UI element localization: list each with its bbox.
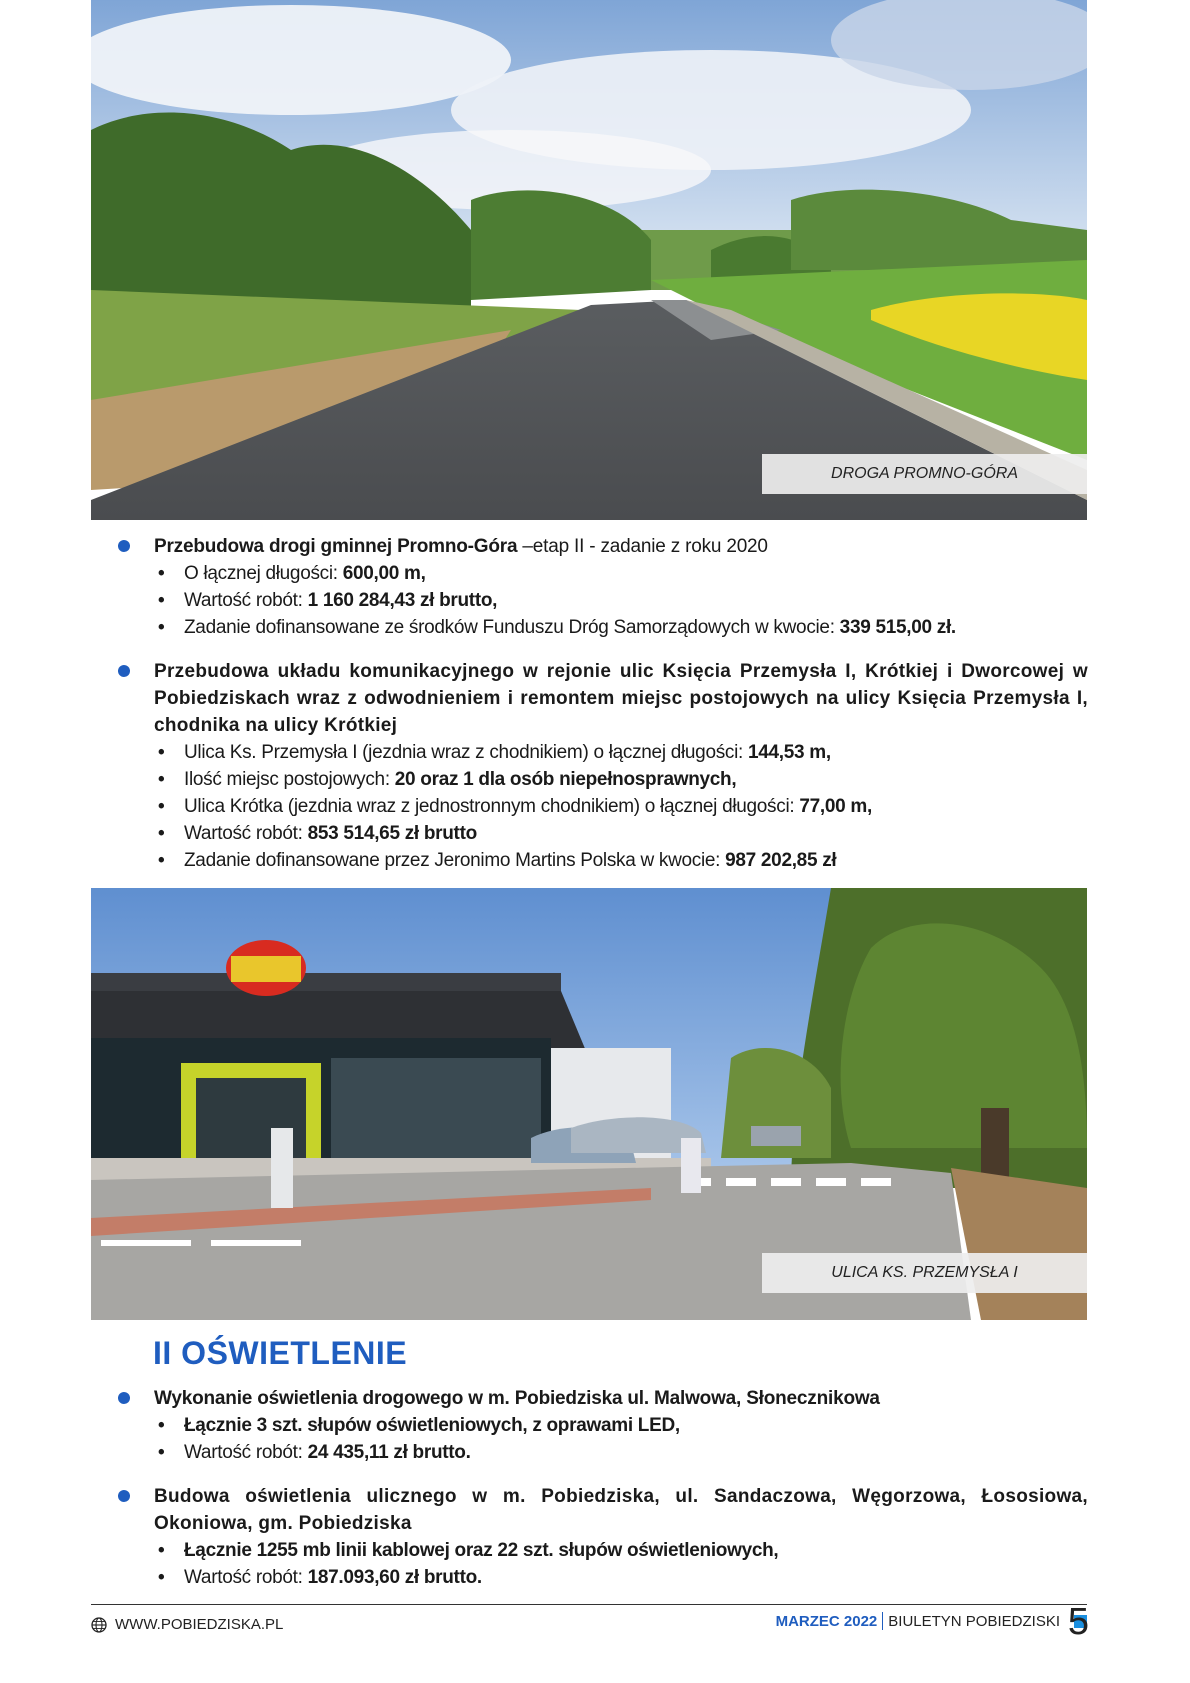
page-number: 5 bbox=[1067, 1601, 1089, 1643]
item-heading: Budowa oświetlenia ulicznego w m. Pobiedziska, ul. Sandaczowa, Węgorzowa, Łososiowa, Okoniowa, gm. Pobiedziska bbox=[154, 1486, 1088, 1534]
detail-item: • O łącznej długości: 600,00 m, bbox=[156, 560, 1088, 587]
issue-month: MARZEC 2022 bbox=[775, 1612, 878, 1630]
item-heading: Przebudowa drogi gminnej Promno-Góra –etap II - zadanie z roku 2020 bbox=[154, 536, 768, 557]
road-landscape-illustration bbox=[91, 0, 1087, 520]
list-item bbox=[118, 533, 1088, 641]
detail-item: • Wartość robót: 24 435,11 zł brutto. bbox=[156, 1439, 1088, 1466]
detail-item: • Zadanie dofinansowane ze środków Funduszu Dróg Samorządowych w kwocie: 339 515,00 zł. bbox=[156, 614, 1088, 641]
publication-name: BIULETYN POBIEDZISKI bbox=[888, 1612, 1060, 1630]
detail-item: • Wartość robót: 187.093,60 zł brutto. bbox=[156, 1564, 1088, 1591]
bullet-dot-icon bbox=[118, 540, 130, 552]
photo-caption: DROGA PROMNO-GÓRA bbox=[762, 454, 1087, 494]
photo-droga-promno-gora bbox=[91, 0, 1087, 520]
website-link[interactable]: WWW.POBIEDZISKA.PL bbox=[115, 1616, 284, 1633]
detail-item: • Wartość robót: 853 514,65 zł brutto bbox=[156, 820, 1088, 847]
bullet-dot-icon bbox=[118, 1490, 130, 1502]
footer-divider bbox=[91, 1604, 1087, 1605]
detail-item: • Wartość robót: 1 160 284,43 zł brutto, bbox=[156, 587, 1088, 614]
photo-ulica-ks-przemysla bbox=[91, 888, 1087, 1320]
item-heading: Wykonanie oświetlenia drogowego w m. Pobiedziska ul. Malwowa, Słonecznikowa bbox=[154, 1388, 880, 1409]
bullet-dot-icon bbox=[118, 1392, 130, 1404]
list-item bbox=[118, 658, 1088, 874]
section-title: II OŚWIETLENIE bbox=[153, 1335, 408, 1371]
detail-item: • Ulica Krótka (jezdnia wraz z jednostronnym chodnikiem) o łącznej długości: 77,00 m, bbox=[156, 793, 1088, 820]
separator bbox=[882, 1612, 883, 1630]
detail-item: • Zadanie dofinansowane przez Jeronimo Martins Polska w kwocie: 987 202,85 zł bbox=[156, 847, 1088, 874]
footer-publication bbox=[776, 1612, 1087, 1630]
footer-website[interactable] bbox=[91, 1616, 283, 1633]
list-item bbox=[118, 1483, 1088, 1591]
item-heading: Przebudowa układu komunikacyjnego w rejonie ulic Księcia Przemysła I, Krótkiej i Dworcowej w Pobiedziskach wraz z odwodnieniem i remontem miejsc postojowych na ulicy Księcia Przemysła I, chodnika na ulicy Krótkiej bbox=[154, 661, 1088, 736]
photo-caption: ULICA KS. PRZEMYSŁA I bbox=[762, 1253, 1087, 1293]
bullet-dot-icon bbox=[118, 665, 130, 677]
list-item bbox=[118, 1385, 1088, 1466]
section-lighting bbox=[118, 1385, 1088, 1591]
globe-icon bbox=[91, 1617, 107, 1633]
detail-item: • Łącznie 3 szt. słupów oświetleniowych, z oprawami LED, bbox=[156, 1412, 1088, 1439]
detail-item: • Łącznie 1255 mb linii kablowej oraz 22 szt. słupów oświetleniowych, bbox=[156, 1537, 1088, 1564]
detail-item: • Ilość miejsc postojowych: 20 oraz 1 dla osób niepełnosprawnych, bbox=[156, 766, 1088, 793]
section-roads bbox=[118, 533, 1088, 874]
detail-item: • Ulica Ks. Przemysła I (jezdnia wraz z chodnikiem) o łącznej długości: 144,53 m, bbox=[156, 739, 1088, 766]
